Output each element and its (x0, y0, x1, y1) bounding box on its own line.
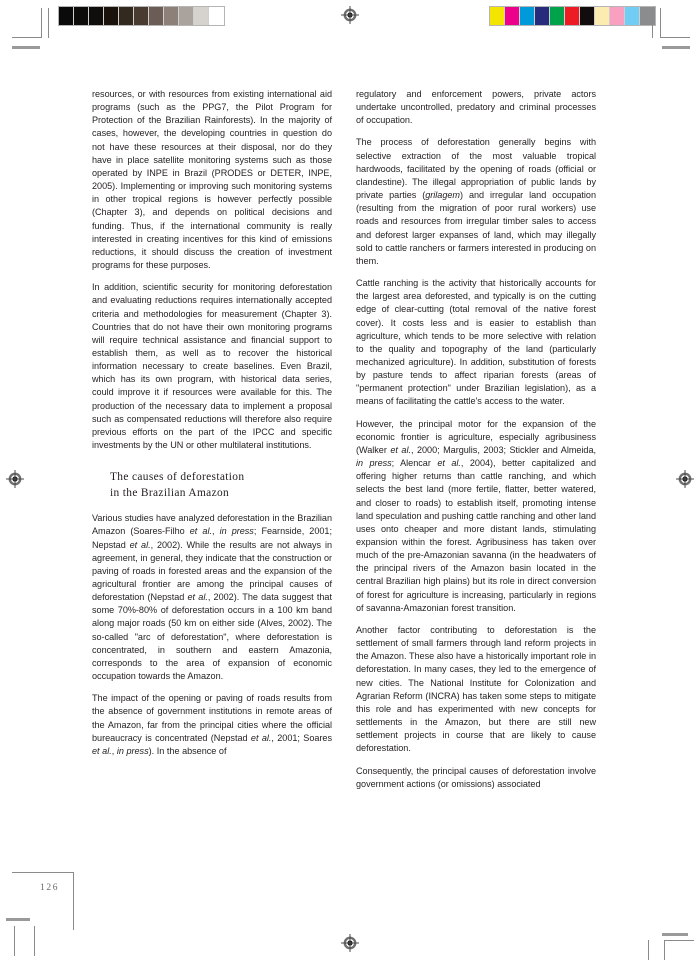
registration-mark-top (341, 6, 359, 24)
page-body (92, 88, 596, 828)
paragraph: resources, or with resources from existing international aid programs (such as the PPG7, the Pilot Program for Protection of the Brazilian Rainforests). In the majority of cases, however, the developing countries in question do not have these resources at their disposal, nor do they have in place satellite monitoring systems such as those operated by INPE in Brazil (PRODES or DETER, INPE, 2005). Implementing or improving such monitoring systems in other tropical regions is however perfectly possible (Chapter 3), and depends on political decisions and funding. Thus, if the international community is really interested in creating incentives for this kind of emissions reductions, it should discuss the creation of investment programs for these purposes. (92, 89, 332, 271)
grayscale-calibration-bar (58, 6, 225, 26)
paragraph: The impact of the opening or paving of roads results from the absence of government institutions in remote areas of the Amazon, far from the principal cities where the official bureaucracy is concentrated (Nepstad et al., 2001; Soares et al., in press). In the absence of (92, 693, 332, 756)
gray-swatch (119, 7, 134, 25)
registration-mark-right (676, 470, 694, 488)
gray-swatch (149, 7, 164, 25)
color-swatch (595, 7, 610, 25)
paragraph: However, the principal motor for the expansion of the economic frontier is agriculture, especially agribusiness (Walker et al., 2000; Margulis, 2003; Stickler and Almeida, in press; Alencar et al., 2004), better capitalized and offering higher returns than cattle ranching, and which selects the best land (more fertile, flatter, better watered, and closer to roads) to establish itself, promoting intense land speculation and pushing cattle ranching and other land uses onto cheaper and more distant lands, stimulating expansion within the forest. Agribusiness has taken over much of the pre-Amazonian savanna (in the headwaters of the principal rivers of the Amazon basin located in the central Brazilian high plains) but its role in direct conversion of forest for agriculture is increasing, particularly in regions of savanna-Amazonian forest transition. (356, 418, 596, 613)
crop-tick-top-left (48, 8, 49, 38)
bleed-dash-bottom-left (6, 918, 30, 921)
paragraph: Another factor contributing to deforestation is the settlement of small farmers through land reform projects in the Amazon. These also have a historically important role in deforestation. In many cases, they led to the emergence of new cities. The National Institute for Colonization and Agrarian Reform (INCRA) has taken some steps to mitigate this role and has experimented with new concepts for settlements in the Amazon, but there are still new settlement projects in course that are likely to cause deforestation. (356, 624, 596, 754)
color-swatch (580, 7, 595, 25)
paragraph: regulatory and enforcement powers, private actors undertake uncontrolled, predatory and criminal processes of occupation. (356, 89, 596, 126)
gray-swatch (89, 7, 104, 25)
paragraph: In addition, scientific security for monitoring deforestation and evaluating reductions requires internationally accepted criteria and methodologies for measurement (Chapter 3). Countries that do not have their own monitoring programs will require technical assistance and financial support to establish them, as well as to recover the historical information necessary to create baselines. Even Brazil, which has its own program, with historical data series, could improve it if resources were available for this. The production of the necessary data to implement a proposal such as compensated reductions will therefore also require previous efforts on the part of the IPCC and specific investments by the UN or other multilateral institutions. (92, 282, 332, 451)
registration-mark-bottom (341, 934, 359, 952)
page-number: 126 (40, 883, 60, 893)
gray-swatch (74, 7, 89, 25)
text-column-left (92, 88, 332, 758)
paragraph: Cattle ranching is the activity that historically accounts for the largest area deforested, and typically is on the cutting edge of clear-cutting (total removal of the native forest cover). It costs less and is easier to establish than agriculture, which tends to be more selective with relation to the quality and topography of the land (particularly mechanized agriculture). In addition, substitution of forests by pasture tends to affect riparian forests (areas of "permanent protection" under Brazilian legislation), as a means of facilitating the cattle's access to the water. (356, 278, 596, 407)
section-heading-line-1: The causes of deforestation (110, 471, 245, 484)
crop-mark-top-left (12, 8, 42, 38)
crop-mark-bottom-left (12, 872, 74, 930)
color-swatch (550, 7, 565, 25)
color-swatch (535, 7, 550, 25)
crop-tick-bottom-left-a (14, 926, 15, 956)
crop-tick-bottom-left-b (34, 926, 35, 956)
bleed-dash-top-right (662, 46, 690, 49)
gray-swatch (209, 7, 224, 25)
color-swatch (490, 7, 505, 25)
crop-mark-bottom-right (664, 940, 694, 960)
color-swatch (565, 7, 580, 25)
crop-mark-top-right (660, 8, 690, 38)
color-calibration-bar (489, 6, 656, 26)
color-swatch (610, 7, 625, 25)
color-swatch (625, 7, 640, 25)
gray-swatch (104, 7, 119, 25)
gray-swatch (134, 7, 149, 25)
gray-swatch (194, 7, 209, 25)
paragraph: Various studies have analyzed deforestation in the Brazilian Amazon (Soares-Filho et al., in press; Fearnside, 2001; Nepstad et al., 2002). While the results are not always in agreement, in general, they indicate that the construction or paving of roads in forested areas and the expansion of the agricultural frontier are among the principal causes of deforestation (Nepstad et al., 2002). The data suggest that some 70%-80% of deforestation occurs in a 100 km band along major roads (50 km on either side (Alves, 2002). The so-called "arc of deforestation", where deforestation is concentrated, in southern and eastern Amazonia, corresponds to the area of expansion of economic occupation towards the Amazon. (92, 513, 332, 682)
bleed-dash-top-left (12, 46, 40, 49)
gray-swatch (179, 7, 194, 25)
paragraph: Consequently, the principal causes of deforestation involve government actions (or omissions) associated (356, 765, 596, 789)
crop-tick-top-right (652, 8, 653, 38)
bleed-dash-bottom-right (662, 933, 688, 936)
gray-swatch (59, 7, 74, 25)
paragraph: The process of deforestation generally begins with selective extraction of the most valuable tropical hardwoods, facilitated by the opening of roads (official or clandestine). The illegal appropriation of public lands by private parties (grilagem) and irregular land occupation (resulting from the migration of poor rural workers) use roads and resources from irregular timber sales to access and deforest larger expanses of land, which may illegally sold to cattle ranchers or farmers interested in producing on them. (356, 137, 597, 266)
registration-mark-left (6, 470, 24, 488)
color-swatch (505, 7, 520, 25)
section-heading-line-2: in the Brazilian Amazon (110, 486, 230, 499)
text-column-right (356, 88, 596, 791)
gray-swatch (164, 7, 179, 25)
section-heading (110, 470, 332, 501)
color-swatch (520, 7, 535, 25)
crop-tick-bottom-right (648, 940, 649, 960)
